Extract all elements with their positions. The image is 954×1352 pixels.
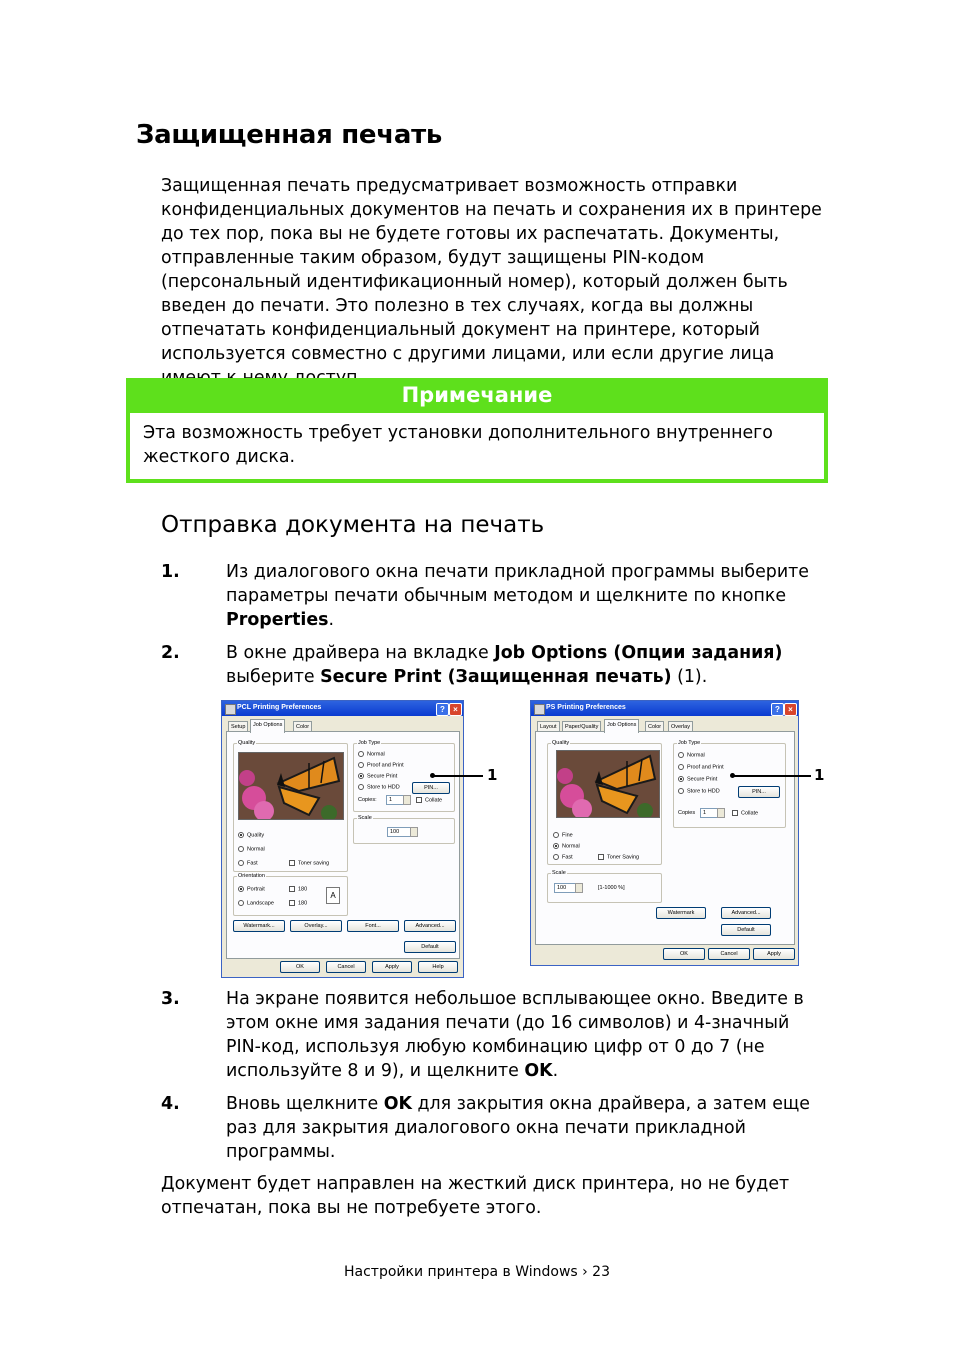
orientation-preview-icon: A [326, 887, 340, 904]
step-number: 3. [161, 989, 180, 1009]
tab-color[interactable]: Color [645, 721, 664, 732]
copies-label: Copies: [358, 797, 377, 803]
help-icon[interactable]: ? [771, 703, 784, 716]
job-type-group [673, 740, 786, 828]
job-type-label: Job Type [358, 740, 381, 746]
job-normal-option[interactable]: Normal [358, 751, 385, 757]
step-number: 4. [161, 1094, 180, 1114]
quality-option[interactable]: Quality [238, 832, 264, 838]
secure-print-option[interactable]: Secure Print [358, 773, 397, 779]
scale-label: Scale [358, 815, 372, 821]
scale-range-label: [1-1000 %] [598, 885, 625, 891]
scale-field[interactable]: 100 [387, 827, 411, 837]
tab-panel [535, 731, 795, 945]
tab-panel [226, 731, 460, 959]
note-box [126, 378, 828, 483]
note-title: Примечание [401, 383, 553, 407]
page-title: Защищенная печать [136, 120, 442, 150]
ok-button[interactable]: OK [280, 961, 320, 973]
job-normal-option[interactable]: Normal [678, 752, 705, 758]
step-text: Вновь щелкните OK для закрытия окна драйвера, а затем еще раз для закрытия диалогового окна печати прикладной программы. [226, 1094, 810, 1162]
store-to-hdd-option[interactable]: Store to HDD [678, 788, 720, 794]
store-to-hdd-option[interactable]: Store to HDD [358, 784, 400, 790]
normal-option[interactable]: Normal [238, 846, 265, 852]
section-title: Отправка документа на печать [161, 512, 545, 538]
dialog-title: PCL Printing Preferences [237, 704, 322, 711]
step-text: На экране появится небольшое всплывающее окно. Введите в этом окне имя задания печати (до 16 символов) и 4-значный PIN-код, используя любую комбинацию цифр от 0 до 7 (не используйте 8 и 9), и щелкните OK. [226, 989, 804, 1081]
tab-setup[interactable]: Setup [228, 721, 248, 732]
scale-spinner[interactable] [410, 827, 418, 837]
close-icon[interactable]: × [449, 703, 462, 716]
tab-job-options[interactable]: Job Options [604, 719, 639, 733]
watermark-button[interactable]: Watermark... [233, 920, 285, 932]
ps-preferences-dialog [530, 700, 799, 966]
copies-field[interactable]: 1 [386, 795, 404, 805]
pin-button[interactable]: PIN... [412, 782, 450, 794]
intro-paragraph: Защищенная печать предусматривает возможность отправки конфиденциальных документов на печать и сохранения их в принтере до тех пор, пока вы не будете готовы их распечатать. Документы, отправленные таким образом, будут защищены PIN-кодом (персональный идентификационный номер), который должен быть введен до печати. Это полезно в тех случаях, когда вы должны отпечатать конфиденциальный документ на принтере, который используется совместно с другими лицами, или если другие лица [161, 176, 822, 364]
proof-and-print-option[interactable]: Proof and Print [678, 764, 724, 770]
dialog-title: PS Printing Preferences [546, 704, 626, 711]
callout-line [733, 775, 811, 777]
toner-saving-checkbox[interactable]: Toner Saving [598, 854, 639, 860]
copies-label: Copies [678, 810, 696, 816]
help-icon[interactable]: ? [436, 703, 449, 716]
quality-group [547, 740, 662, 865]
cancel-button[interactable]: Cancel [708, 948, 750, 960]
close-icon[interactable]: × [784, 703, 797, 716]
butterfly-preview [556, 750, 660, 818]
callout-number: 1 [487, 766, 498, 784]
tab-layout[interactable]: Layout [537, 721, 560, 732]
watermark-button[interactable]: Watermark [656, 907, 706, 919]
apply-button[interactable]: Apply [372, 961, 412, 973]
printer-icon [534, 704, 545, 715]
copies-spinner[interactable] [717, 808, 725, 818]
orientation-group [233, 873, 348, 916]
orientation-label: Orientation [238, 873, 265, 879]
toner-saving-checkbox[interactable]: Toner saving [289, 860, 329, 866]
font-button[interactable]: Font... [347, 920, 399, 932]
closing-paragraph: Документ будет направлен на жесткий диск принтера, но не будет отпечатан, пока вы не потребуете этого. [161, 1174, 790, 1218]
pin-button[interactable]: PIN... [738, 786, 780, 798]
collate-checkbox[interactable]: Collate [416, 797, 442, 803]
tab-color[interactable]: Color [293, 721, 312, 732]
copies-field[interactable]: 1 [700, 808, 718, 818]
step-text: В окне драйвера на вкладке Job Options (Опции задания) выберите Secure Print (Защищенная печать) (1). [226, 643, 783, 687]
step-number: 1. [161, 562, 180, 582]
step-text: Из диалогового окна печати прикладной программы выберите параметры печати обычным методом и щелкните по кнопке Properties. [226, 562, 809, 630]
scale-spinner[interactable] [575, 883, 583, 893]
overlay-button[interactable]: Overlay... [290, 920, 342, 932]
secure-print-option[interactable]: Secure Print [678, 776, 717, 782]
scale-group [353, 815, 455, 844]
title-bar [222, 701, 463, 716]
callout-line [433, 775, 483, 777]
scale-field[interactable]: 100 [554, 883, 576, 893]
ok-button[interactable]: OK [663, 948, 705, 960]
advanced-button[interactable]: Advanced... [721, 907, 771, 919]
butterfly-preview [238, 752, 344, 820]
job-type-group [353, 740, 455, 812]
pcl-preferences-dialog [221, 700, 464, 978]
title-bar [531, 701, 798, 716]
proof-and-print-option[interactable]: Proof and Print [358, 762, 404, 768]
job-type-label: Job Type [678, 740, 701, 746]
tab-overlay[interactable]: Overlay [668, 721, 693, 732]
copies-spinner[interactable] [403, 795, 411, 805]
collate-checkbox[interactable]: Collate [732, 810, 758, 816]
note-text: Эта возможность требует установки дополнительного внутреннего жесткого диска. [143, 423, 773, 467]
help-button[interactable]: Help [418, 961, 458, 973]
default-button[interactable]: Default [404, 941, 456, 953]
portrait-option[interactable]: Portrait [238, 886, 265, 892]
fine-option[interactable]: Fine [553, 832, 573, 838]
rotate-180-checkbox[interactable]: 180 [289, 886, 307, 892]
scale-label: Scale [552, 870, 566, 876]
note-body [130, 413, 824, 479]
fast-option[interactable]: Fast [238, 860, 258, 866]
callout-number: 1 [814, 766, 825, 784]
tab-job-options[interactable]: Job Options [250, 719, 285, 733]
advanced-button[interactable]: Advanced... [404, 920, 456, 932]
rotate-180-checkbox[interactable]: 180 [289, 900, 307, 906]
quality-label: Quality [552, 740, 570, 746]
step-number: 2. [161, 643, 180, 663]
tab-paper-quality[interactable]: Paper/Quality [562, 721, 601, 732]
printer-icon [225, 704, 236, 715]
quality-group [233, 740, 348, 872]
scale-group [547, 870, 662, 903]
landscape-option[interactable]: Landscape [238, 900, 274, 906]
page-footer: Настройки принтера в Windows › 23 [344, 1264, 610, 1280]
apply-button[interactable]: Apply [753, 948, 795, 960]
fast-option[interactable]: Fast [553, 854, 573, 860]
normal-option[interactable]: Normal [553, 843, 580, 849]
quality-label: Quality [238, 740, 256, 746]
cancel-button[interactable]: Cancel [326, 961, 366, 973]
default-button[interactable]: Default [721, 924, 771, 936]
